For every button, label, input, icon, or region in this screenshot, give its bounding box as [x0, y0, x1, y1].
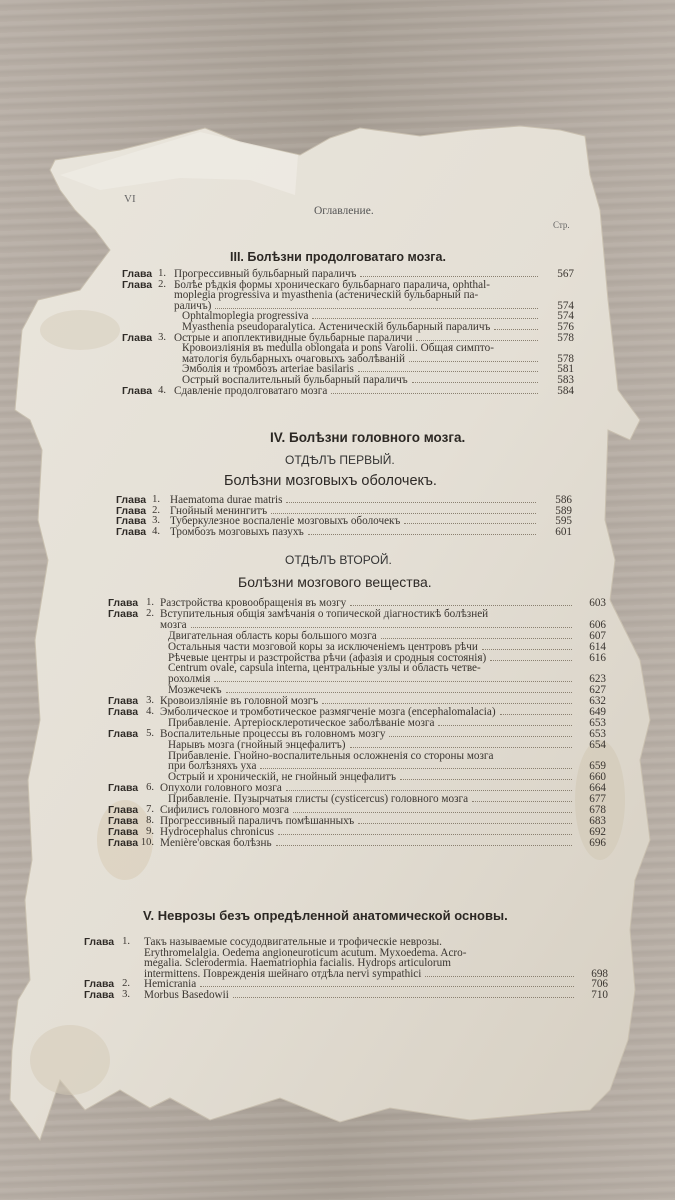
- entry-text: Опухоли головного мозга: [160, 782, 282, 795]
- entry-text: Сифилисъ головного мозга: [160, 804, 289, 817]
- chapter-label: Глава: [122, 268, 153, 280]
- page-number: 576: [557, 321, 574, 333]
- leader-dots: [271, 505, 536, 514]
- leader-dots: [400, 771, 572, 780]
- page-number: 692: [589, 825, 606, 838]
- entry-text: moplegia progressiva и myasthenia (астеническій бульбарный па-: [174, 289, 479, 302]
- entry-text: Прибавленіе. Артеріосклеротическое заболѣваніе мозга: [168, 716, 435, 729]
- part-1-label: ОТДѢЛЪ ПЕРВЫЙ.: [285, 453, 395, 467]
- leader-dots: [389, 728, 572, 737]
- leader-dots: [308, 526, 536, 535]
- entry-text: Erythromelalgia. Oedema angioneuroticum acutum. Myxoedema. Acro-: [144, 946, 467, 959]
- chapter-label: Глава: [108, 804, 139, 817]
- page-number: 586: [555, 494, 572, 506]
- chapter-number: 7.: [146, 804, 154, 816]
- entry-text: при болѣзняхъ уха: [168, 760, 257, 773]
- part-2-subtitle: Болѣзни мозгового вещества.: [238, 574, 432, 590]
- chapter-number: 2.: [146, 607, 154, 619]
- entry-text: Острый воспалительный бульбарный параличъ: [182, 374, 408, 386]
- chapter-number: 4.: [158, 384, 166, 396]
- chapter-label: Глава: [108, 607, 139, 620]
- toc-entry: [0, 936, 675, 980]
- toc-entry: [0, 385, 675, 397]
- page-number: 654: [589, 738, 606, 751]
- entry-text: Рѣчевые центры и разстройства рѣчи (афазія и сродныя состоянія): [168, 651, 487, 664]
- page-number: 583: [557, 374, 574, 386]
- leader-dots: [404, 515, 536, 524]
- chapter-label: Глава: [84, 936, 115, 948]
- leader-dots: [482, 641, 572, 650]
- chapter-label: Глава: [108, 782, 139, 795]
- entry-text: матологія бульбарныхъ очаговыхъ заболѣваній: [182, 352, 405, 365]
- leader-dots: [331, 385, 538, 394]
- chapter-number: 9.: [146, 825, 154, 837]
- entry-text: Остальныя части мозговой коры за исключеніемъ центровъ рѣчи: [168, 640, 478, 653]
- page-number: 574: [557, 299, 574, 312]
- chapter-label: Глава: [116, 504, 147, 517]
- entry-text: Hydrocephalus chronicus: [160, 825, 275, 838]
- entry-text: Morbus Basedowii: [144, 989, 229, 1001]
- chapter-number: 6.: [146, 782, 154, 794]
- chapter-number: 1.: [158, 268, 166, 279]
- toc-entry: [0, 989, 675, 1001]
- entry-text: Острый и хроническій, не гнойный энцефалитъ: [168, 771, 397, 784]
- chapter-label: Глава: [122, 278, 153, 291]
- page-number: 710: [591, 989, 608, 1001]
- chapter-number: 1.: [146, 597, 154, 608]
- entry-text: Сдавленіе продолговатаго мозга: [174, 384, 328, 397]
- page-number: 627: [589, 684, 606, 697]
- toc-entry: [0, 278, 675, 312]
- leader-dots: [438, 717, 572, 726]
- entry-text: Прибавленіе. Гнойно-воспалительныя осложненія со стороны мозга: [168, 749, 494, 762]
- entry-text: Разстройства кровообращенія въ мозгу: [160, 597, 347, 609]
- page-number: 567: [557, 268, 574, 280]
- page-number: 581: [557, 363, 574, 376]
- page-number: 578: [557, 331, 574, 344]
- chapter-label: Глава: [122, 384, 153, 397]
- entry-text: Мозжечекъ: [168, 684, 222, 697]
- leader-dots: [191, 619, 572, 628]
- entry-text: Haematoma durae matris: [170, 494, 283, 506]
- chapter-label: Глава: [116, 515, 147, 528]
- leader-dots: [490, 652, 572, 661]
- chapter-number: 2.: [122, 978, 130, 990]
- chapter-label: Глава: [84, 978, 115, 991]
- chapter-number: 2.: [158, 278, 166, 290]
- chapter-label: Глава: [116, 525, 147, 538]
- entry-text: рохолмія: [168, 673, 211, 686]
- entry-text: Гнойный менингитъ: [170, 504, 268, 517]
- chapter-label: Глава: [108, 836, 139, 849]
- chapter-number: 10.: [140, 836, 154, 848]
- entry-text: Двигательная область коры большого мозга: [168, 629, 377, 642]
- leader-dots: [416, 332, 538, 341]
- chapter-label: Глава: [122, 331, 153, 344]
- chapter-label: Глава: [108, 825, 139, 838]
- page-number: 574: [557, 310, 574, 323]
- leader-dots: [360, 268, 538, 277]
- leader-dots: [260, 760, 572, 769]
- leader-dots: [278, 826, 572, 835]
- leader-dots: [500, 706, 572, 715]
- entry-text: Туберкулезное воспаленіе мозговыхъ оболочекъ: [170, 515, 401, 528]
- leader-dots: [233, 989, 574, 998]
- entry-text: Кровоизліянія въ medulla oblongata и pons Varolii. Общая симпто-: [182, 342, 494, 355]
- chapter-label: Глава: [108, 597, 139, 609]
- leader-dots: [322, 695, 572, 704]
- entry-text: Воспалительные процессы въ головномъ мозгу: [160, 727, 386, 740]
- page-number: 589: [555, 504, 572, 517]
- entry-text: Тромбозъ мозговыхъ пазухъ: [170, 525, 304, 538]
- chapter-number: 1.: [152, 494, 160, 505]
- toc-entry: [0, 837, 675, 849]
- leader-dots: [358, 363, 538, 372]
- page-number: 683: [589, 815, 606, 827]
- leader-dots: [286, 494, 536, 503]
- page-number: 606: [589, 618, 606, 631]
- entry-text: megalia. Sclerodermia. Haematriophia facialis. Hydrops articulorum: [144, 957, 451, 970]
- chapter-number: 4.: [152, 525, 160, 537]
- entry-text: Centrum ovale, capsula interna, центральные узлы и область четве-: [168, 662, 481, 675]
- entry-text: Вступительныя общія замѣчанія о топической діагностикѣ болѣзней: [160, 607, 489, 620]
- section-3-title: III. Болѣзни продолговатаго мозга.: [230, 250, 446, 264]
- chapter-number: 3.: [122, 989, 130, 1000]
- chapter-number: 5.: [146, 727, 154, 739]
- entry-text: Эмболическое и тромботическое размягченіе мозга (encephalomalacia): [160, 706, 496, 718]
- page-number: 607: [589, 629, 606, 642]
- toc-entry: [0, 526, 675, 538]
- chapter-label: Глава: [108, 727, 139, 740]
- page-number: 659: [589, 760, 606, 773]
- leader-dots: [312, 310, 538, 319]
- chapter-label: Глава: [84, 989, 115, 1001]
- page-number: 706: [591, 978, 608, 991]
- page-number: 660: [589, 771, 606, 784]
- toc-entry: [0, 342, 675, 365]
- entry-text: раличъ): [174, 299, 212, 312]
- page-number: 601: [555, 525, 572, 538]
- page-number: 584: [557, 384, 574, 397]
- chapter-label: Глава: [108, 706, 139, 718]
- entry-text: Menière'овская болѣзнь: [160, 836, 272, 849]
- leader-dots: [286, 782, 572, 791]
- page-number: 664: [589, 782, 606, 795]
- leader-dots: [350, 597, 572, 606]
- chapter-number: 2.: [152, 504, 160, 516]
- leader-dots: [425, 968, 574, 977]
- entry-text: Такъ называемые сосудодвигательные и трофическіе неврозы.: [144, 936, 442, 948]
- page-column-label: Стр.: [553, 220, 570, 230]
- section-5-title: V. Неврозы безъ опредѣленной анатомической основы.: [143, 908, 508, 923]
- page-number: 614: [589, 640, 606, 653]
- part-1-subtitle: Болѣзни мозговыхъ оболочекъ.: [224, 473, 437, 489]
- entry-text: Острые и апоплективидные бульбарные параличи: [174, 331, 413, 344]
- entry-text: Нарывъ мозга (гнойный энцефалитъ): [168, 738, 346, 751]
- leader-dots: [412, 374, 538, 383]
- toc-entry: [0, 662, 675, 686]
- page-number-roman: VI: [124, 193, 136, 205]
- chapter-label: Глава: [108, 815, 139, 827]
- leader-dots: [276, 837, 572, 846]
- page-number: 595: [555, 515, 572, 528]
- leader-dots: [494, 321, 538, 330]
- entry-text: Прибавленіе. Пузырчатыя глисты (cysticercus) головного мозга: [168, 793, 469, 806]
- leader-dots: [214, 673, 572, 682]
- leader-dots: [200, 978, 574, 987]
- page-number: 677: [589, 793, 606, 806]
- page-number: 649: [589, 706, 606, 718]
- page-number: 653: [589, 716, 606, 729]
- entry-text: Myasthenia pseudoparalytica. Астеническій бульбарный параличъ: [182, 321, 491, 333]
- entry-text: Прогрессивный параличъ помѣшанныхъ: [160, 815, 355, 827]
- leader-dots: [358, 815, 572, 824]
- leader-dots: [293, 804, 572, 813]
- page-number: 623: [589, 673, 606, 686]
- page-number: 698: [591, 967, 608, 980]
- entry-text: мозга: [160, 618, 187, 631]
- page-number: 678: [589, 804, 606, 817]
- entry-text: Hemicrania: [144, 978, 197, 991]
- page-number: 696: [589, 836, 606, 849]
- leader-dots: [381, 630, 572, 639]
- page-title: Оглавление.: [314, 205, 374, 217]
- leader-dots: [215, 300, 538, 309]
- entry-text: intermittens. Поврежденія шейнаго отдѣла nervi sympathici: [144, 967, 422, 980]
- page-number: 578: [557, 352, 574, 365]
- entry-text: Кровоизліяніе въ головной мозгъ: [160, 695, 319, 708]
- chapter-number: 3.: [146, 695, 154, 707]
- chapter-number: 3.: [158, 331, 166, 343]
- toc-entry: [0, 607, 675, 631]
- leader-dots: [350, 739, 572, 748]
- leader-dots: [409, 353, 538, 362]
- entry-text: Ophtalmoplegia progressiva: [182, 310, 309, 323]
- leader-dots: [226, 684, 572, 693]
- toc-entry: [0, 749, 675, 773]
- chapter-label: Глава: [116, 494, 147, 506]
- page-number: 632: [589, 695, 606, 708]
- chapter-number: 3.: [152, 515, 160, 527]
- chapter-label: Глава: [108, 695, 139, 708]
- chapter-number: 4.: [146, 706, 154, 717]
- entry-text: Болѣе рѣдкія формы хроническаго бульбарнаго паралича, ophthal-: [174, 278, 490, 291]
- leader-dots: [472, 793, 572, 802]
- page-number: 603: [589, 597, 606, 609]
- page-number: 653: [589, 727, 606, 740]
- entry-text: Эмболія и тромбозъ arteriae basilaris: [182, 363, 354, 376]
- section-4-title: IV. Болѣзни головного мозга.: [270, 430, 466, 445]
- chapter-number: 8.: [146, 815, 154, 826]
- page-number: 616: [589, 651, 606, 664]
- part-2-label: ОТДѢЛЪ ВТОРОЙ.: [285, 553, 392, 567]
- chapter-number: 1.: [122, 936, 130, 947]
- entry-text: Прогрессивный бульбарный параличъ: [174, 268, 357, 280]
